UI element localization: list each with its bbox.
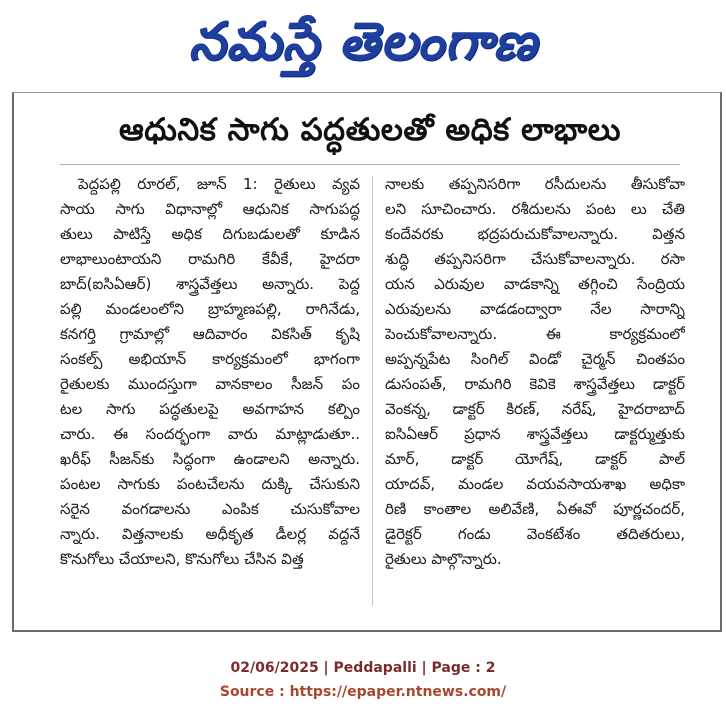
- article-text-line: పంటల సాగుకు పంటచేలను దుక్కి చేసుకుని: [60, 475, 360, 493]
- column-divider: [372, 176, 373, 606]
- article-text-line: పెద్దపల్లి రూరల్, జూన్ 1: రైతులు వ్యవ: [78, 175, 360, 193]
- headline-divider: [60, 164, 680, 165]
- article-text-line: అప్పన్నపేట సింగిల్ విండో చైర్మన్ చింతపం: [385, 350, 685, 368]
- article-text-line: తులు పాటిస్తే అధిక దిగుబడులతో కూడిన: [60, 225, 360, 243]
- article-text-line: కనగర్తి గ్రామాల్లో ఆదివారం వికసిత్ కృషి: [60, 325, 360, 343]
- article-text-line: న్నారు. విత్తనాలకు అధీకృత డీలర్ల వద్దనే: [60, 525, 360, 543]
- article-text-line: వెంకన్న, డాక్టర్ కిరణ్, నరేష్, హైదరాబాద్: [385, 400, 685, 418]
- article-text-line: ఖరీఫ్ సీజన్‌కు సిద్ధంగా ఉండాలని అన్నారు.: [60, 450, 360, 468]
- article-text-line: యాదవ్, మండల వయవసాయశాఖ అధికా: [385, 475, 685, 493]
- footer-source: Source : https://epaper.ntnews.com/: [219, 684, 507, 700]
- article-text-line: కందేవరకు భద్రపరుచుకోవాలన్నారు. విత్తన: [385, 225, 685, 243]
- article-text-line: పెంచుకోవాలన్నారు. ఈ కార్యక్రమంలో: [385, 325, 685, 343]
- article-text-line: సాయ సాగు విధానాల్లో ఆధునిక సాగుపద్ధ: [60, 200, 360, 218]
- article-text-line: మార్, డాక్టర్ యోగేష్, డాక్టర్ పాల్: [385, 450, 685, 468]
- article-text-line: సరైన వంగడాలను ఎంపిక చుసుకోవాల: [60, 500, 360, 518]
- article-text-line: పల్లి మండలంలోని బ్రాహ్మణపల్లి, రాగినేడు,: [60, 300, 360, 318]
- article-text-line: నాలకు తప్పనిసరిగా రసీదులను తీసుకోవా: [385, 175, 685, 193]
- article-text-line: బాద్(ఐసిఏఆర్) శాస్త్రవేత్తలు అన్నారు. పెద్ద: [60, 275, 360, 293]
- article-text-line: కొనుగోలు చేయాలని, కొనుగోలు చేసిన విత్త: [60, 550, 304, 568]
- article-text-line: ఎరువులను వాడడంద్వారా నేల సారాన్ని: [385, 300, 685, 318]
- article-text-line: యన ఎరువుల వాడకాన్ని తగ్గించి సేంద్రియ: [385, 275, 685, 293]
- article-column-left: [60, 172, 360, 572]
- article-text-line: లాభాలుంటాయని రామగిరి కేవీకే, హైదరా: [60, 250, 360, 268]
- article-text-line: రిణి కాంతాల అలివేణి, ఏఈవో పూర్ణచందర్,: [385, 500, 685, 518]
- article-headline: ఆధునిక సాగు పద్ధతులతో అధిక లాభాలు: [119, 112, 621, 148]
- article-text-line: రైతులకు ముందస్తుగా వానకాలం సీజన్ పం: [60, 375, 360, 393]
- article-text-line: ఐసిఏఆర్ ప్రధాన శాస్త్రవేత్తలు డాక్టర్ముత్తుకు: [385, 425, 685, 443]
- article-text-line: లని సూచించారు. రశీదులను పంట లు చేతి: [385, 200, 685, 218]
- article-text-line: టల సాగు పద్ధతులపై అవగాహన కల్పిం: [60, 400, 360, 418]
- article-text-line: సంకల్ప్ అభియాన్ కార్యక్రమంలో భాగంగా: [60, 350, 360, 368]
- article-text-line: డుసంపత్, రామగిరి కెవికె శాస్త్రవేత్తలు డాక్టర్: [385, 375, 685, 393]
- masthead: [0, 0, 726, 84]
- page-footer: [0, 656, 726, 704]
- footer-date-edition: 02/06/2025 | Peddapalli | Page : 2: [230, 660, 496, 676]
- newspaper-logo: నమస్తే తెలంగాణ: [188, 12, 538, 72]
- article-text-line: చారు. ఈ సందర్భంగా వారు మాట్లాడుతూ..: [60, 425, 360, 443]
- article-column-right: [385, 172, 685, 572]
- article-text-line: శుద్ధి తప్పనిసరిగా చేసుకోవాలన్నారు. రసా: [385, 250, 685, 268]
- article-text-line: రైతులు పాల్గొన్నారు.: [385, 550, 502, 568]
- article-text-line: డైరెక్టర్ గండు వెంకటేశం తదితరులు,: [385, 525, 685, 543]
